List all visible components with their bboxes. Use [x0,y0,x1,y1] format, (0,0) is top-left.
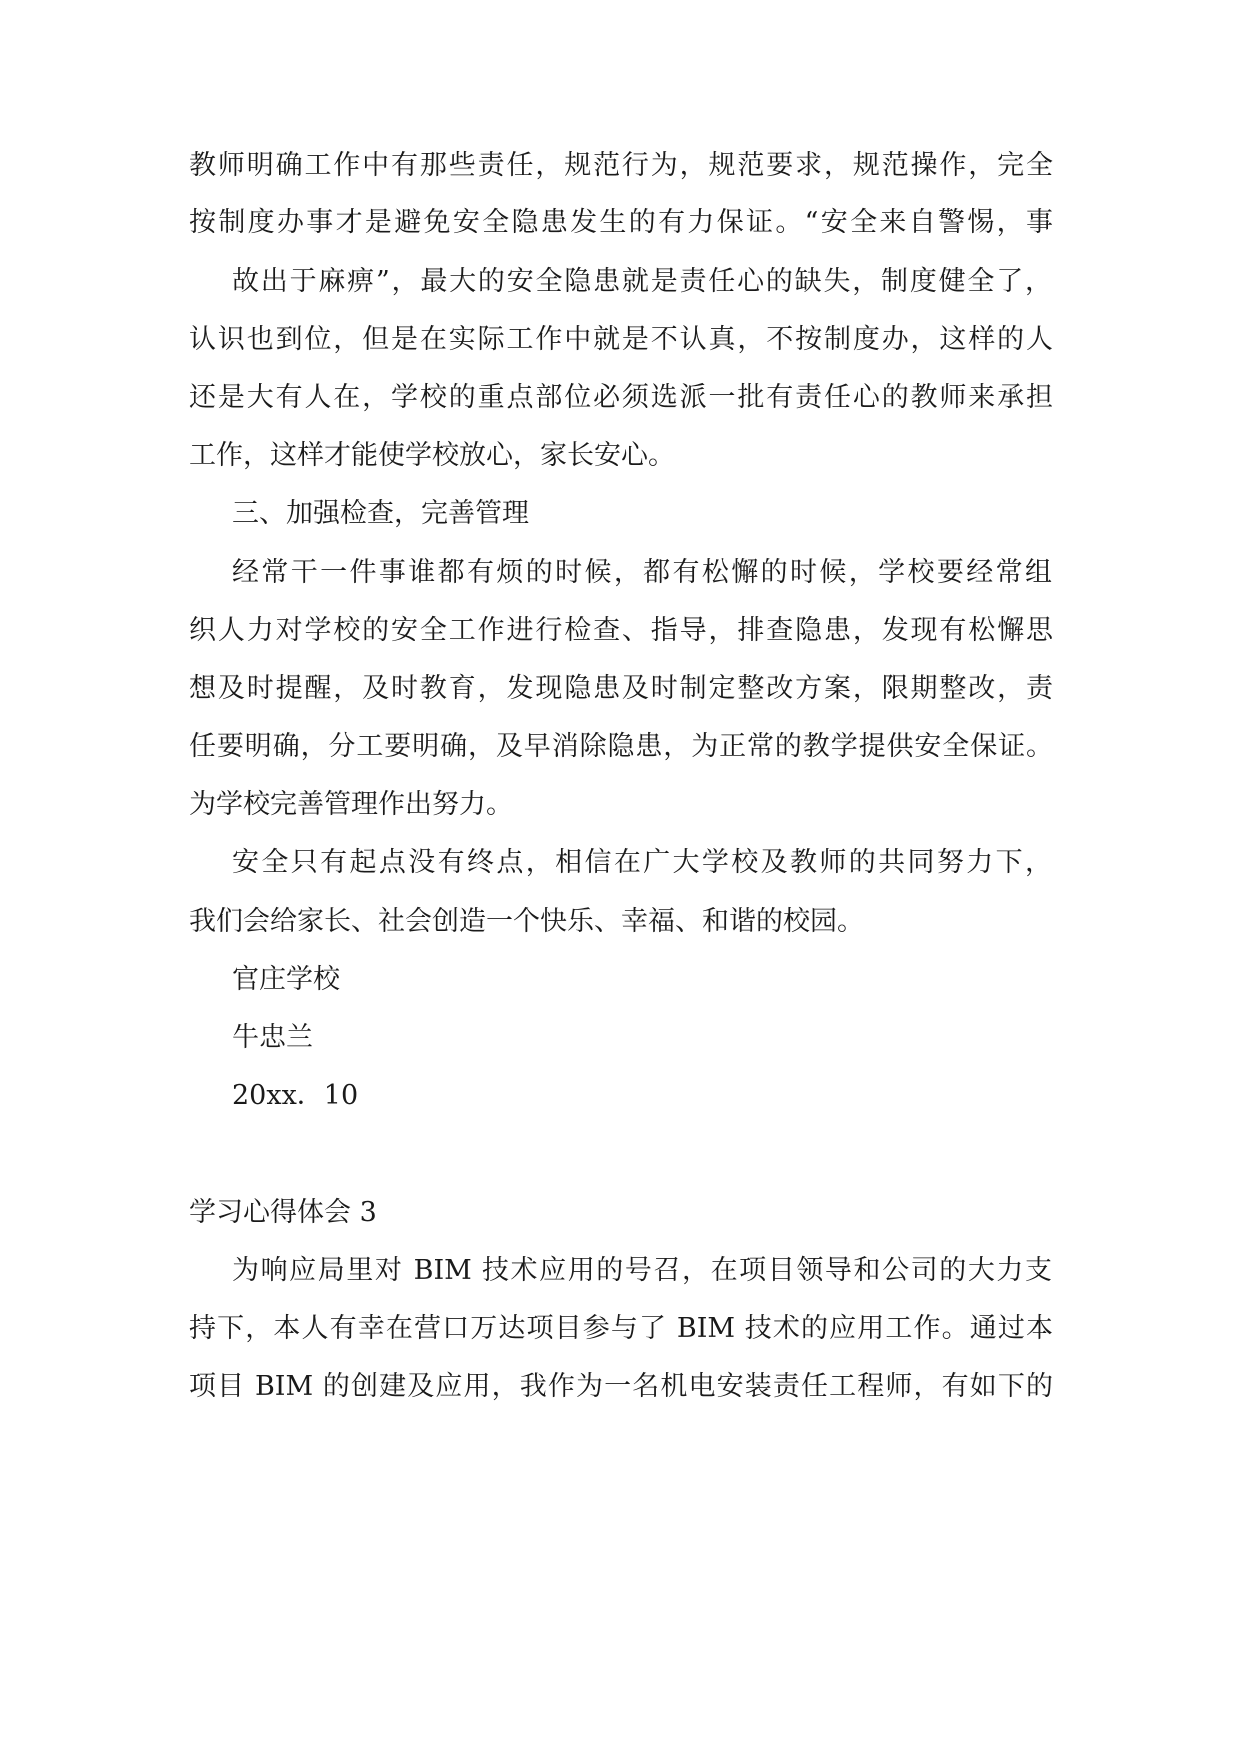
text-line: 还是大有人在，学校的重点部位必须选派一批有责任心的教师来承担 [189,382,1053,413]
text-line: 我们会给家长、社会创造一个快乐、幸福、和谐的校园。 [189,906,864,937]
text-line: 为学校完善管理作出努力。 [189,789,513,820]
text-line: 认识也到位，但是在实际工作中就是不认真，不按制度办，这样的人 [189,324,1053,355]
text-line: 项目 BIM 的创建及应用，我作为一名机电安装责任工程师，有如下的 [189,1371,1053,1402]
text-line: 按制度办事才是避免安全隐患发生的有力保证。“安全来自警惕，事 [189,207,1053,238]
signature-author: 牛忠兰 [232,1022,313,1053]
text-line: 织人力对学校的安全工作进行检查、指导，排查隐患，发现有松懈思 [189,615,1053,646]
text-line: 持下，本人有幸在营口万达项目参与了 BIM 技术的应用工作。通过本 [189,1313,1053,1344]
text-line: 安全只有起点没有终点，相信在广大学校及教师的共同努力下， [232,847,1052,878]
text-line: 为响应局里对 BIM 技术应用的号召，在项目领导和公司的大力支 [232,1255,1052,1286]
text-line: 经常干一件事谁都有烦的时候，都有松懈的时候，学校要经常组 [232,557,1052,588]
text-line: 想及时提醒，及时教育，发现隐患及时制定整改方案，限期整改，责 [189,673,1053,704]
signature-school: 官庄学校 [232,964,340,995]
signature-date: 20xx．10 [232,1080,359,1111]
section-heading: 三、加强检查，完善管理 [232,498,529,529]
text-line: 任要明确，分工要明确，及早消除隐患，为正常的教学提供安全保证。 [189,731,1053,762]
text-line: 故出于麻痹”，最大的安全隐患就是责任心的缺失，制度健全了， [232,266,1052,297]
text-line: 教师明确工作中有那些责任，规范行为，规范要求，规范操作，完全 [189,150,1053,181]
text-line: 工作，这样才能使学校放心，家长安心。 [189,440,675,471]
article-title: 学习心得体会 3 [189,1197,377,1228]
